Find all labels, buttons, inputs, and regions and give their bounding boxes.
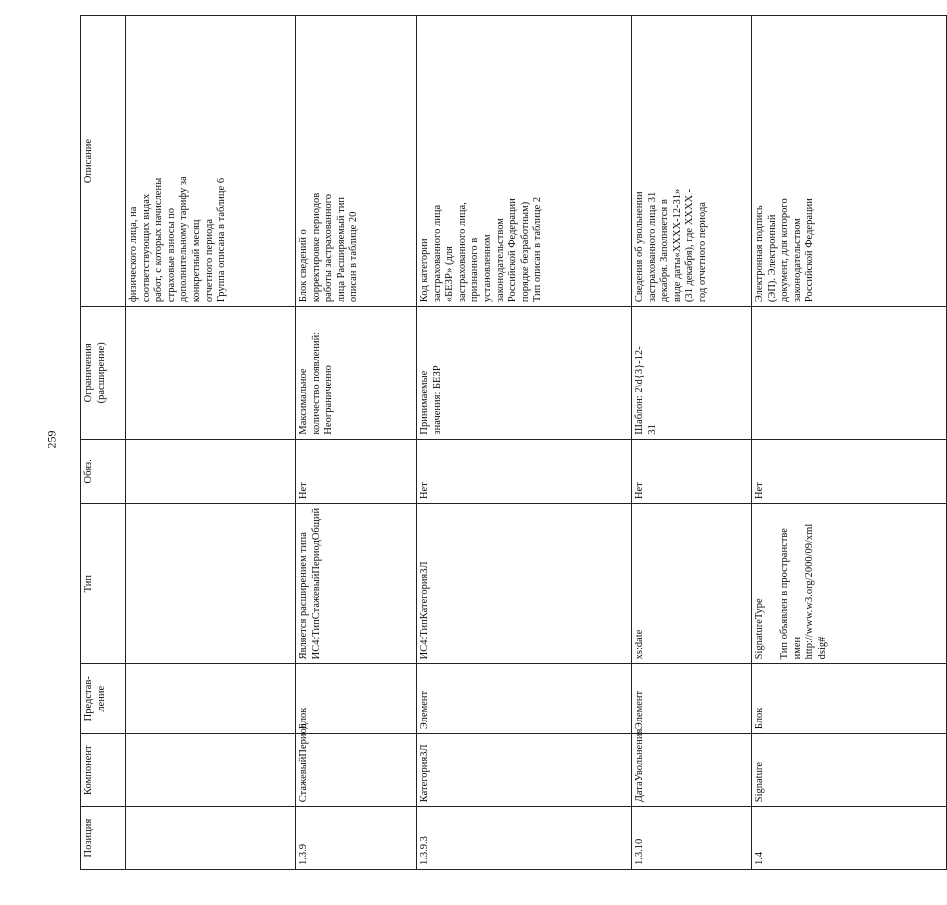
table-row — [752, 16, 947, 870]
header-component: Компонент — [81, 734, 126, 807]
table-row — [126, 16, 296, 870]
page-number: 259 — [44, 430, 59, 449]
cell-view: Элемент — [417, 664, 632, 734]
cell-component: Категория3Л — [417, 734, 632, 807]
header-description: Описание — [81, 16, 126, 307]
header-view: Представ- ление — [81, 664, 126, 734]
rotated-table-wrapper — [80, 15, 828, 870]
cell-limits: Шаблон: 2\d{3}-12- 31 — [632, 307, 752, 439]
cell-view: Элемент — [632, 664, 752, 734]
cell-description: Код категории застрахованного лица «БЕЗР» (для застрахованного лица, признанного в установленном законодательством Российской Федерации порядке безработным) Тип описан в таблице 2 — [417, 16, 632, 307]
table-row — [417, 16, 632, 870]
cell-limits: Принимаемые значения: БЕЗР — [417, 307, 632, 439]
cell-limits — [752, 307, 947, 439]
cell-description: Электронная подпись (ЭП). Электронный документ, для которого законодательством Российской Федерации — [752, 16, 947, 307]
cell-limits — [126, 307, 296, 439]
cell-limits: Максимальное количество появлений: Неограниченно — [296, 307, 417, 439]
cell-type: xs:date — [632, 504, 752, 664]
cell-view: Блок — [296, 664, 417, 734]
cell-required — [126, 439, 296, 503]
cell-required: Нет — [752, 439, 947, 503]
cell-required: Нет — [417, 439, 632, 503]
table-row — [632, 16, 752, 870]
header-limits: Ограничения (расширение) — [81, 307, 126, 439]
cell-position: 1.4 — [752, 807, 947, 870]
cell-view — [126, 664, 296, 734]
cell-type: Является расширением типа ИС4:ТипСтажевыйПериодОбщий — [296, 504, 417, 664]
cell-component: ДатаУвольнения — [632, 734, 752, 807]
header-required: Обяз. — [81, 439, 126, 503]
cell-type — [126, 504, 296, 664]
cell-component: Signature — [752, 734, 947, 807]
table-row — [296, 16, 417, 870]
cell-description: Блок сведений о корректировке периодов работы застрахованного лица Расширяемый тип описан в таблице 20 — [296, 16, 417, 307]
cell-position: 1.3.9 — [296, 807, 417, 870]
cell-description: Сведения об увольнении застрахованного лица 31 декабря. Заполняется в виде даты«XXXX-12-31» (31 декабря), где XXXX - год отчетного периода — [632, 16, 752, 307]
cell-description: физического лица, на соответствующих видах работ, с которых начислены страховые взносы по дополнительному тарифу за конкретный месяц отчетного периода Группа описана в таблице 6 — [126, 16, 296, 307]
header-position: Позиция — [81, 807, 126, 870]
cell-component — [126, 734, 296, 807]
cell-position: 1.3.9.3 — [417, 807, 632, 870]
cell-required: Нет — [296, 439, 417, 503]
table-header-row — [81, 16, 126, 870]
cell-type: SignatureType Тип объявлен в пространстве имен http://www.w3.org/2000/09/xml dsig# — [752, 504, 947, 664]
cell-component: СтажевыйПериод — [296, 734, 417, 807]
spec-table — [80, 15, 947, 870]
cell-position: 1.3.10 — [632, 807, 752, 870]
header-type: Тип — [81, 504, 126, 664]
cell-view: Блок — [752, 664, 947, 734]
cell-required: Нет — [632, 439, 752, 503]
cell-type: ИС4:ТипКатегория3Л — [417, 504, 632, 664]
cell-position — [126, 807, 296, 870]
